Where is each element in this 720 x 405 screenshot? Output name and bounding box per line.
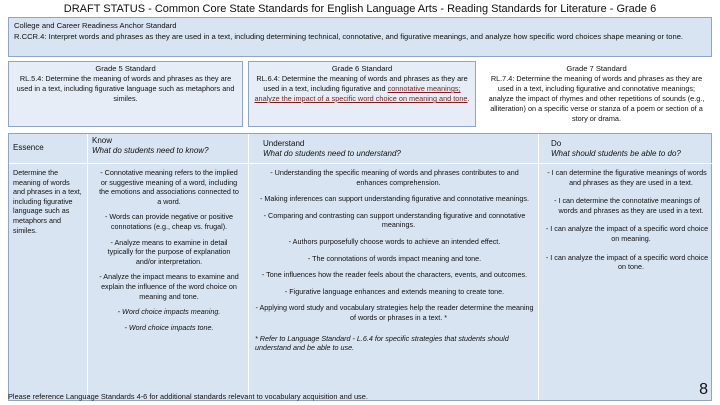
list-item: - Authors purposefully choose words to achieve an intended effect. — [288, 236, 501, 246]
grade-7-standard — [481, 61, 712, 127]
list-item: - Making inferences can support understanding figurative and connotative meanings. — [260, 194, 529, 204]
list-item: - The connotations of words impact meaning and tone. — [307, 253, 482, 263]
anchor-heading: College and Career Readiness Anchor Standard — [14, 21, 177, 30]
essence-header-label: Essence — [13, 143, 44, 152]
grade-6-title: Grade 6 Standard — [331, 64, 393, 73]
list-item: - I can analyze the impact of a specific word choice on tone. — [545, 252, 709, 272]
list-item: - Analyze the impact means to examine and explain the influence of the word choice on meaning and tone. — [99, 272, 239, 301]
anchor-standard-box — [8, 17, 712, 57]
do-question: What should students be able to do? — [551, 149, 681, 158]
list-item: - I can determine the figurative meanings of words and phrases as they are used in a text. — [547, 168, 707, 187]
know-question: What do students need to know? — [92, 146, 209, 155]
essence-column — [9, 134, 87, 400]
list-item: - Comparing and contrasting can support understanding figurative and connotative meanings. — [263, 210, 526, 230]
grade-7-text: RL.7.4: Determine the meaning of words and phrases as they are used in a text, including figurative and connotative meanings; analyze the impact of rhymes and other repetitions of sounds (e.g., alliteration) on a specific verse or stanza of a poem or section of a story or drama. — [488, 74, 705, 123]
list-item: - Word choice impacts tone. — [124, 322, 214, 332]
page-number: 8 — [699, 381, 708, 398]
list-item: - Word choice impacts meaning. — [117, 307, 221, 317]
understand-list — [253, 168, 534, 323]
know-list — [92, 168, 244, 332]
understand-footnote: * Refer to Language Standard - L.6.4 for specific strategies that students should understand and be able to use. — [255, 333, 509, 353]
footer-note: Please reference Language Standards 4-6 for additional standards relevant to vocabulary acquisition and use. — [8, 392, 368, 401]
list-item: - Applying word study and vocabulary strategies help the reader determine the meaning of words or phrases in a text. * — [255, 303, 534, 322]
grade-7-title: Grade 7 Standard — [566, 64, 627, 73]
anchor-text: R.CCR.4: Interpret words and phrases as they are used in a text, including determining technical, connotative, and figurative meanings, and analyze how specific word choices shape meaning or tone. — [14, 31, 684, 41]
unpacking-table — [8, 133, 712, 401]
understand-header-label: Understand — [263, 139, 305, 148]
essence-header — [9, 134, 87, 164]
grade-5-title: Grade 5 Standard — [95, 64, 156, 73]
essence-text: Determine the meaning of words and phrases in a text, including figurative language such as metaphors and similes. — [13, 168, 82, 235]
understand-question: What do students need to understand? — [263, 149, 401, 158]
do-header-label: Do — [551, 139, 562, 148]
grade-5-text: RL.5.4: Determine the meaning of words and phrases as they are used in a text, including figurative language such as metaphors and similes. — [16, 74, 235, 103]
grade-6-text-end: . — [467, 94, 470, 103]
grade-6-standard — [248, 61, 476, 127]
understand-column — [248, 134, 538, 400]
understand-header — [249, 134, 538, 164]
list-item: - Tone influences how the reader feels about the characters, events, and outcomes. — [261, 270, 528, 280]
list-item: - Analyze means to examine in detail typically for the purpose of explanation and/or interpretation. — [107, 237, 231, 266]
list-item: - I can determine the connotative meanings of words and phrases as they are used in a text. — [554, 196, 704, 215]
page-title: DRAFT STATUS - Common Core State Standards for English Language Arts - Reading Standards for Literature - Grade 6 — [63, 3, 657, 15]
grade-standards-row — [8, 61, 712, 127]
list-item: - Understanding the specific meaning of words and phrases contributes to and enhances comprehension. — [270, 168, 519, 187]
do-column — [538, 134, 713, 400]
grade-6-highlight: connotative meanings; analyze the impact of a specific word choice on meaning and tone — [254, 84, 468, 103]
list-item: - Words can provide negative or positive connotations (e.g., cheap vs. frugal). — [104, 212, 234, 231]
know-header — [88, 134, 248, 164]
know-header-label: Know — [92, 136, 113, 145]
grade-5-standard — [8, 61, 243, 127]
list-item: - I can analyze the impact of a specific word choice on meaning. — [545, 224, 709, 243]
know-column — [87, 134, 248, 400]
do-header — [539, 134, 713, 164]
grade-6-text: RL.6.4: Determine the meaning of words and phrases as they are used in a text, including figurative and — [256, 74, 468, 93]
list-item: - Figurative language enhances and extends meaning to create tone. — [284, 286, 505, 296]
do-list — [543, 168, 709, 272]
list-item: - Connotative meaning refers to the implied or suggestive meaning of a word, including the emotions and associations connected to a word. — [99, 168, 239, 206]
